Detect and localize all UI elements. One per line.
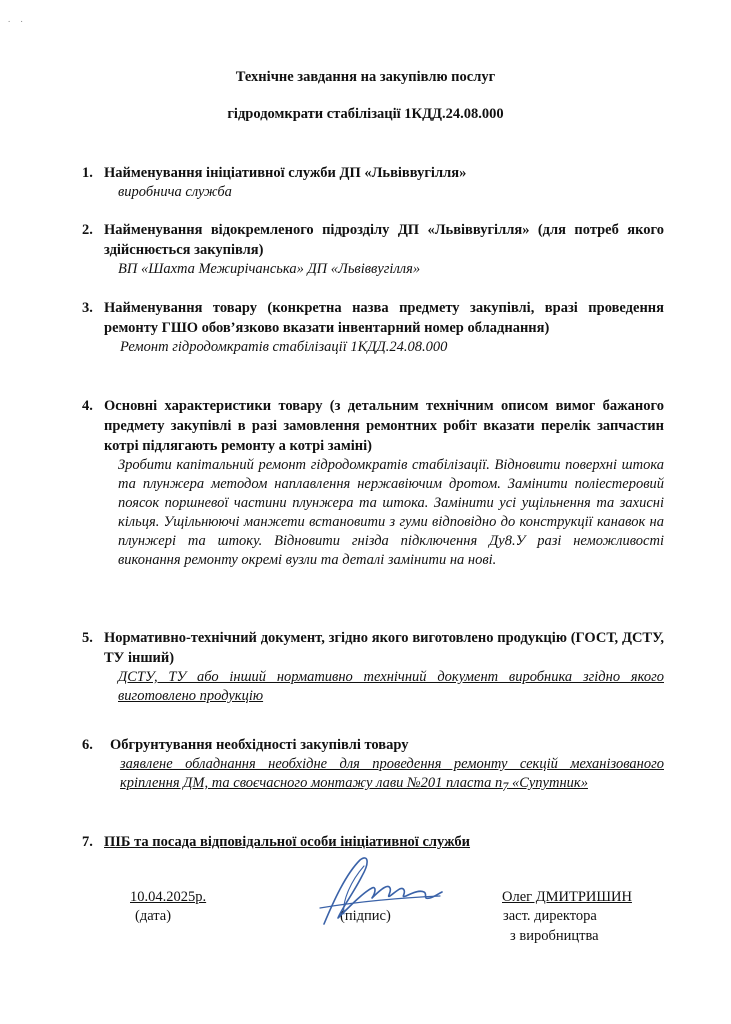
date-label: (дата) xyxy=(135,908,172,924)
section-number: 3. xyxy=(82,300,93,316)
section-3 xyxy=(82,298,664,357)
section-text-end: «Супутник» xyxy=(508,775,588,791)
section-1 xyxy=(82,163,664,202)
signer-name: Олег ДМИТРИШИН xyxy=(502,889,632,905)
signer-position-1: заст. директора xyxy=(503,908,597,924)
section-text: Зробити капітальний ремонт гідродомкратів стабілізації. Відновити поверхні штока та плунжера методом наплавлення нержавіючим дротом. Замінити поліестеровий поясок поршневої частини плунжера та штока. Замінити усі ущільнення та захисні кільця. Ущільнюючі манжети встановити з гуми відповідно до конструкції канавок на плунжері та штоку. Відновити гнізда підключення Ду8.У разі неможливості виконання ремонту окремі вузли та деталі замінити на нові. xyxy=(118,457,664,568)
section-7 xyxy=(82,832,664,852)
section-heading: Найменування товару (конкретна назва предмету закупівлі, вразі проведення ремонту ГШО обов’язково вказати інвентарний номер обладнання) xyxy=(104,300,664,336)
section-heading: Найменування відокремленого підрозділу ДП «Львіввугілля» (для потреб якого здійснюється закупівля) xyxy=(104,222,664,258)
document-title-line1: Технічне завдання на закупівлю послуг xyxy=(235,69,496,85)
section-heading: ПІБ та посада відповідальної особи ініціативної служби xyxy=(104,834,471,850)
document-title-line2: гідродомкрати стабілізації 1КДД.24.08.000 xyxy=(227,106,504,122)
sign-label: (підпис) xyxy=(340,908,391,924)
handwritten-signature xyxy=(316,852,446,934)
section-text: ВП «Шахта Межирічанська» ДП «Львіввугілля» xyxy=(118,261,421,277)
section-text: Ремонт гідродомкратів стабілізації 1КДД.24.08.000 xyxy=(120,339,448,355)
date-value: 10.04.2025р. xyxy=(130,889,207,905)
section-text xyxy=(120,755,664,797)
section-number: 6. xyxy=(82,737,93,753)
section-heading: Найменування ініціативної служби ДП «Львіввугілля» xyxy=(104,165,467,181)
section-number: 1. xyxy=(82,165,93,181)
section-number: 7. xyxy=(82,834,93,850)
section-heading: Обгрунтування необхідності закупівлі товару xyxy=(110,737,409,753)
section-number: 4. xyxy=(82,398,93,414)
section-text: виробнича служба xyxy=(118,184,232,200)
section-number: 2. xyxy=(82,222,93,238)
section-heading: Основні характеристики товару (з детальним технічним описом вимог бажаного предмету закупівлі в разі замовлення ремонтних робіт вказати перелік запчастин котрі підлягають ремонту а котрі заміні) xyxy=(104,398,664,454)
corner-mark: . . xyxy=(8,14,27,24)
section-5 xyxy=(82,628,664,706)
section-number: 5. xyxy=(82,630,93,646)
section-heading: Нормативно-технічний документ, згідно якого виготовлено продукцію (ГОСТ, ДСТУ, ТУ інший) xyxy=(104,630,664,666)
section-text-main: заявлене обладнання необхідне для проведення ремонту секцій механізованого кріплення ДМ, та своєчасного монтажу лави №201 пласта n xyxy=(120,756,664,791)
section-6 xyxy=(82,735,664,797)
section-text: ДСТУ, ТУ або інший нормативно технічний документ виробника згідно якого виготовлено продукцію xyxy=(118,669,664,704)
section-2 xyxy=(82,220,664,279)
section-4 xyxy=(82,396,664,570)
signer-position-2: з виробництва xyxy=(510,928,599,944)
section-text-subscript: 7 xyxy=(502,779,509,794)
